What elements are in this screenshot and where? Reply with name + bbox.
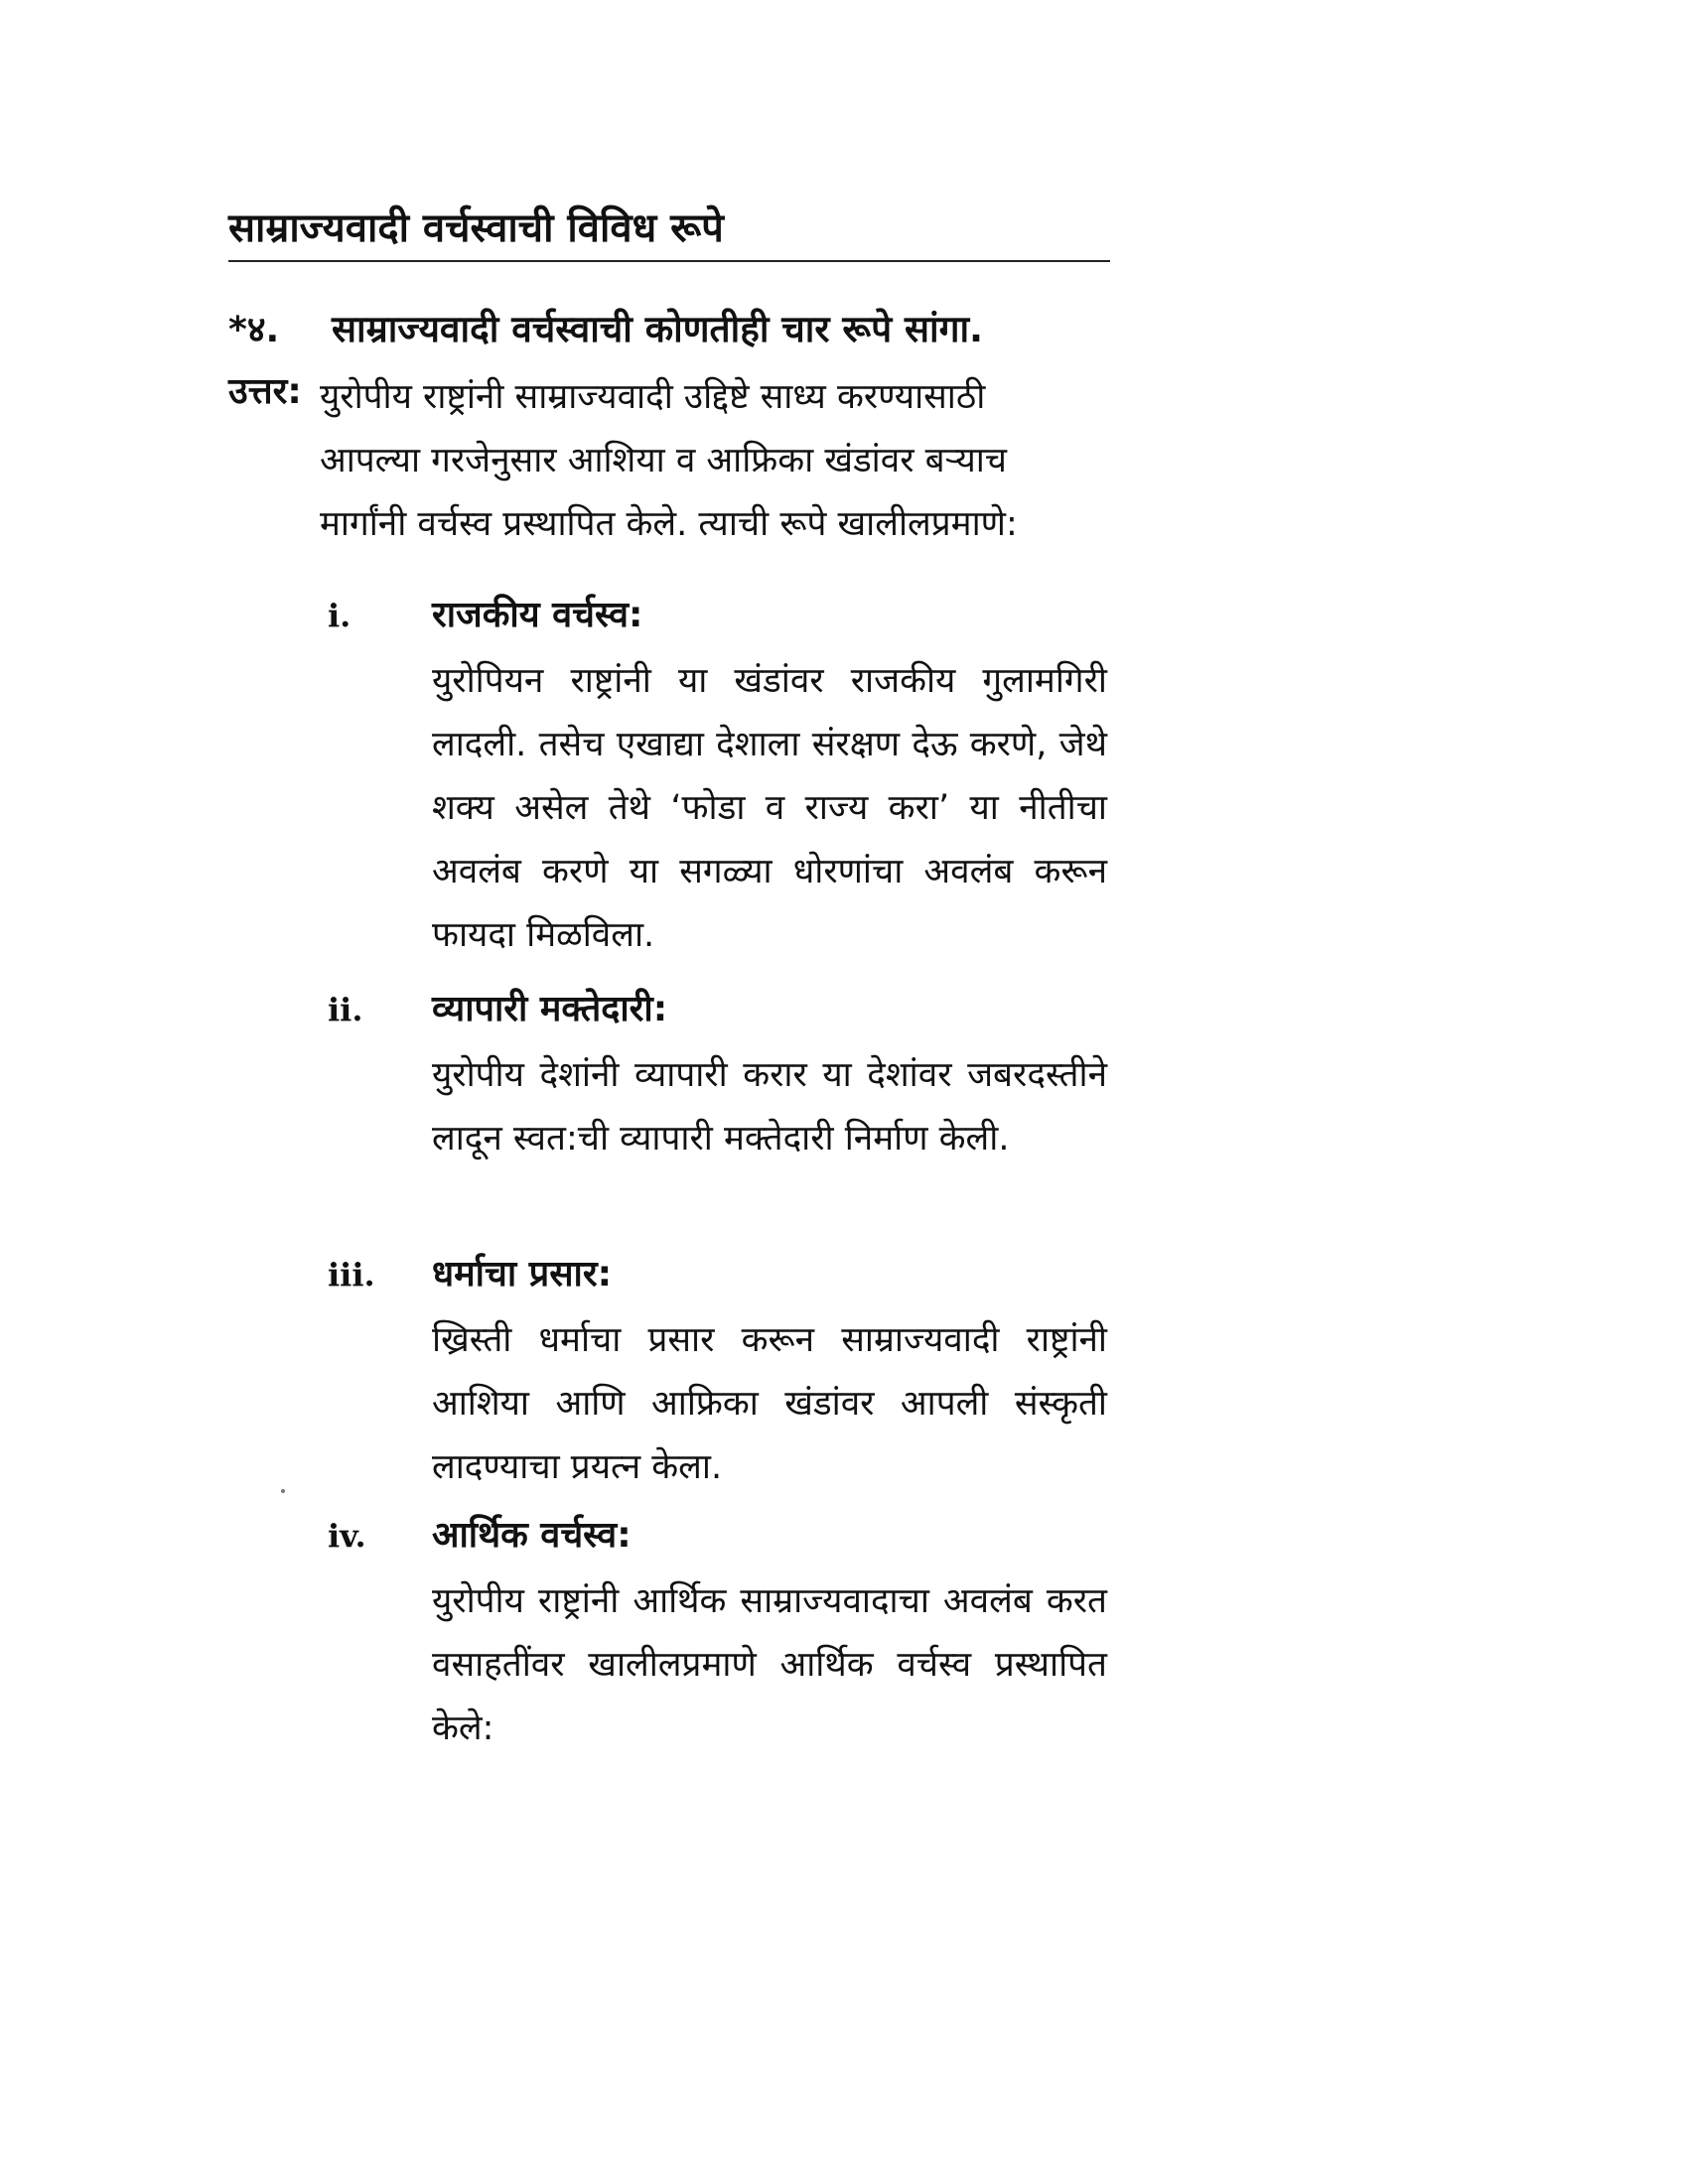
section-title: साम्राज्यवादी वर्चस्वाची विविध रूपे xyxy=(228,205,724,251)
answer-line: मार्गांनी वर्चस्व प्रस्थापित केले. त्याची रूपे खालीलप्रमाणे: xyxy=(320,504,1018,544)
title-divider xyxy=(228,260,1110,262)
item-body: युरोपीय देशांनी व्यापारी करार या देशांवर जबरदस्तीने लादून स्वत:ची व्यापारी मक्तेदारी निर्माण केली. xyxy=(432,1055,1107,1159)
question-number: *४. xyxy=(228,310,280,350)
item-body: ख्रिस्ती धर्माचा प्रसार करून साम्राज्यवादी राष्ट्रांनी आशिया आणि आफ्रिका खंडांवर आपली संस्कृती लादण्याचा प्रयत्न केला. xyxy=(432,1320,1107,1487)
item-heading: आर्थिक वर्चस्व: xyxy=(432,1515,632,1556)
question xyxy=(228,298,1122,367)
item-heading: राजकीय वर्चस्व: xyxy=(432,595,643,635)
answer-label: उत्तर: xyxy=(228,371,302,412)
question-text: साम्राज्यवादी वर्चस्वाची कोणतीही चार रूपे सांगा. xyxy=(332,308,984,350)
item-body: युरोपीय राष्ट्रांनी आर्थिक साम्राज्यवादाचा अवलंब करत वसाहतींवर खालीलप्रमाणे आर्थिक वर्चस्व प्रस्थापित केले: xyxy=(432,1581,1107,1748)
item-number: iii. xyxy=(328,1256,375,1294)
answer-line: आपल्या गरजेनुसार आशिया व आफ्रिका खंडांवर बऱ्याच xyxy=(320,441,1008,480)
item-heading: धर्माचा प्रसार: xyxy=(432,1254,612,1295)
item-number: iv. xyxy=(328,1517,366,1555)
scan-speck xyxy=(281,1489,285,1493)
item-number: i. xyxy=(328,597,352,634)
item-heading: व्यापारी मक्तेदारी: xyxy=(432,989,668,1029)
answer-intro xyxy=(320,365,1114,556)
item-number: ii. xyxy=(328,991,363,1028)
answer-line: युरोपीय राष्ट्रांनी साम्राज्यवादी उद्दिष्टे साध्य करण्यासाठी xyxy=(320,377,986,417)
item-body: युरोपियन राष्ट्रांनी या खंडांवर राजकीय गुलामगिरी लादली. तसेच एखाद्या देशाला संरक्षण देऊ करणे, जेथे शक्य असेल तेथे ‘फोडा व राज्य करा’ या नीतीचा अवलंब करणे या सगळ्या धोरणांचा अवलंब करून फायदा मिळविला. xyxy=(432,661,1107,955)
